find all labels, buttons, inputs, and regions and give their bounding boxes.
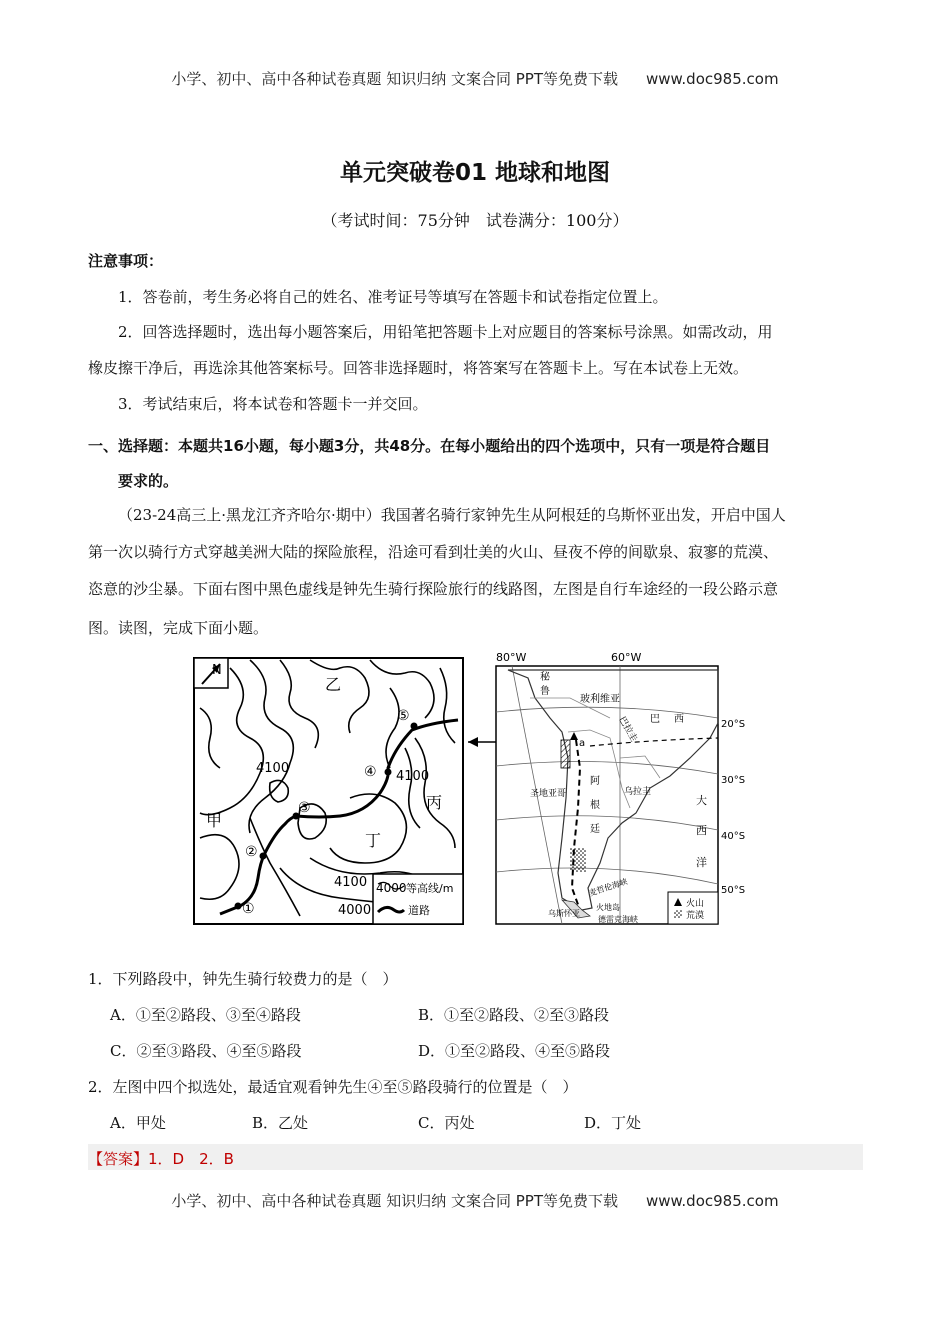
legend-volcano: 火山	[686, 899, 705, 909]
contour-label: 4100	[256, 761, 290, 776]
label-brazil: 巴	[650, 714, 660, 725]
marker-a: a	[579, 738, 586, 749]
q1-option-a[interactable]: A．①至②路段、③至④路段	[110, 1006, 301, 1024]
label-peru: 秘	[540, 672, 550, 683]
question-2-stem: 2．左图中四个拟选处，最适宜观看钟先生④至⑤路段骑行的位置是（ ）	[88, 1078, 578, 1096]
contour-label: 4000	[338, 903, 372, 918]
contour-label: 4100	[396, 769, 430, 784]
label-magellan: 麦哲伦海峡	[587, 876, 629, 898]
legend-road-label: 道路	[408, 904, 430, 917]
notice-item-3: 3．考试结束后，将本试卷和答题卡一并交回。	[118, 395, 428, 413]
point-5: ⑤	[397, 708, 410, 724]
left-legend	[373, 874, 463, 924]
place-yi: 乙	[325, 675, 342, 694]
notice-item-1: 1．答卷前，考生务必将自己的姓名、准考证号等填写在答题卡和试卷指定位置上。	[118, 288, 668, 306]
footer-site-link[interactable]: www.doc985.com	[645, 1192, 779, 1210]
figure	[190, 648, 746, 928]
q2-option-b[interactable]: B．乙处	[252, 1114, 309, 1132]
label-brazil: 西	[674, 714, 684, 725]
exam-info: （考试时间：75分钟 试卷满分：100分）	[321, 211, 629, 230]
point-4: ④	[364, 764, 377, 780]
legend-contour-label: 等高线/m	[406, 882, 454, 895]
latitude-label: 20°S	[721, 719, 746, 730]
label-uruguay: 乌拉圭	[624, 787, 652, 797]
notice-item-2-cont: 橡皮擦干净后，再选涂其他答案标号。回答非选择题时，将答案写在答题卡上。写在本试卷上无效。	[88, 359, 749, 377]
page-title: 单元突破卷01 地球和地图	[339, 160, 610, 186]
point-2: ②	[245, 844, 258, 860]
longitude-label: 60°W	[611, 651, 642, 664]
legend-contour-value: 4000	[376, 881, 407, 895]
south-america-map	[496, 651, 745, 924]
label-paraguay: 巴拉圭	[616, 715, 639, 744]
label-argentina: 廷	[590, 824, 600, 835]
footer-text: 小学、初中、高中各种试卷真题 知识归纳 文案合同 PPT等免费下载	[171, 1192, 618, 1210]
place-jia: 甲	[206, 811, 223, 830]
label-argentina: 根	[590, 800, 600, 811]
contour-map	[194, 658, 463, 924]
label-ushuaia: 乌斯怀亚	[548, 909, 580, 918]
page-header	[0, 68, 950, 89]
place-ding: 丁	[365, 831, 382, 850]
place-bing: 丙	[426, 793, 443, 812]
north-label: N	[212, 663, 222, 678]
passage-line-1: （23-24高三上·黑龙江齐齐哈尔·期中）我国著名骑行家钟先生从阿根廷的乌斯怀亚出发，开启中国人	[118, 506, 786, 524]
q1-option-c[interactable]: C．②至③路段、④至⑤路段	[110, 1042, 302, 1060]
latitude-label: 30°S	[721, 775, 746, 786]
q2-option-c[interactable]: C．丙处	[418, 1114, 475, 1132]
point-3: ③	[298, 800, 311, 816]
section-heading-cont: 要求的。	[118, 472, 179, 490]
passage-line-2: 第一次以骑行方式穿越美洲大陆的探险旅程，沿途可看到壮美的火山、昼夜不停的间歇泉、寂寥的荒漠、	[88, 543, 779, 561]
label-bolivia: 玻利维亚	[580, 694, 620, 705]
passage-line-3: 恣意的沙尘暴。下面右图中黑色虚线是钟先生骑行探险旅行的线路图，左图是自行车途经的一段公路示意	[88, 580, 779, 598]
contour-label: 4100	[334, 875, 368, 890]
point-1: ①	[242, 901, 255, 917]
label-tierra: 火地岛	[596, 903, 620, 912]
latitude-label: 40°S	[721, 831, 746, 842]
longitude-label: 80°W	[496, 651, 527, 664]
notice-heading: 注意事项：	[88, 252, 164, 270]
label-drake: 德雷克海峡	[598, 915, 638, 924]
label-atlantic: 西	[696, 824, 707, 837]
passage-line-4: 图。读图，完成下面小题。	[88, 619, 269, 637]
label-peru: 鲁	[540, 686, 550, 697]
q1-option-b[interactable]: B．①至②路段、②至③路段	[418, 1006, 610, 1024]
notice-item-2: 2．回答选择题时，选出每小题答案后，用铅笔把答题卡上对应题目的答案标号涂黑。如需改动，用	[118, 323, 773, 341]
desert-icon	[674, 910, 682, 918]
section-heading: 一、选择题：本题共16小题，每小题3分，共48分。在每小题给出的四个选项中，只有一项是符合题目	[88, 437, 771, 455]
answer-key: 【答案】1．D 2．B	[88, 1150, 234, 1168]
header-text: 小学、初中、高中各种试卷真题 知识归纳 文案合同 PPT等免费下载	[171, 70, 618, 88]
label-santiago: 圣地亚哥	[530, 789, 567, 799]
q1-option-d[interactable]: D．①至②路段、④至⑤路段	[418, 1042, 611, 1060]
header-site-link[interactable]: www.doc985.com	[645, 70, 779, 88]
q2-option-a[interactable]: A．甲处	[110, 1114, 166, 1132]
label-atlantic: 大	[696, 794, 707, 807]
label-argentina: 阿	[590, 776, 600, 787]
latitude-label: 50°S	[721, 885, 746, 896]
question-1-stem: 1．下列路段中，钟先生骑行较费力的是（ ）	[88, 970, 398, 988]
q2-option-d[interactable]: D．丁处	[584, 1114, 642, 1132]
legend-desert: 荒漠	[686, 911, 705, 921]
right-legend	[668, 892, 718, 924]
label-atlantic: 洋	[696, 856, 707, 869]
north-arrow	[194, 658, 228, 688]
page-footer	[0, 1190, 950, 1211]
